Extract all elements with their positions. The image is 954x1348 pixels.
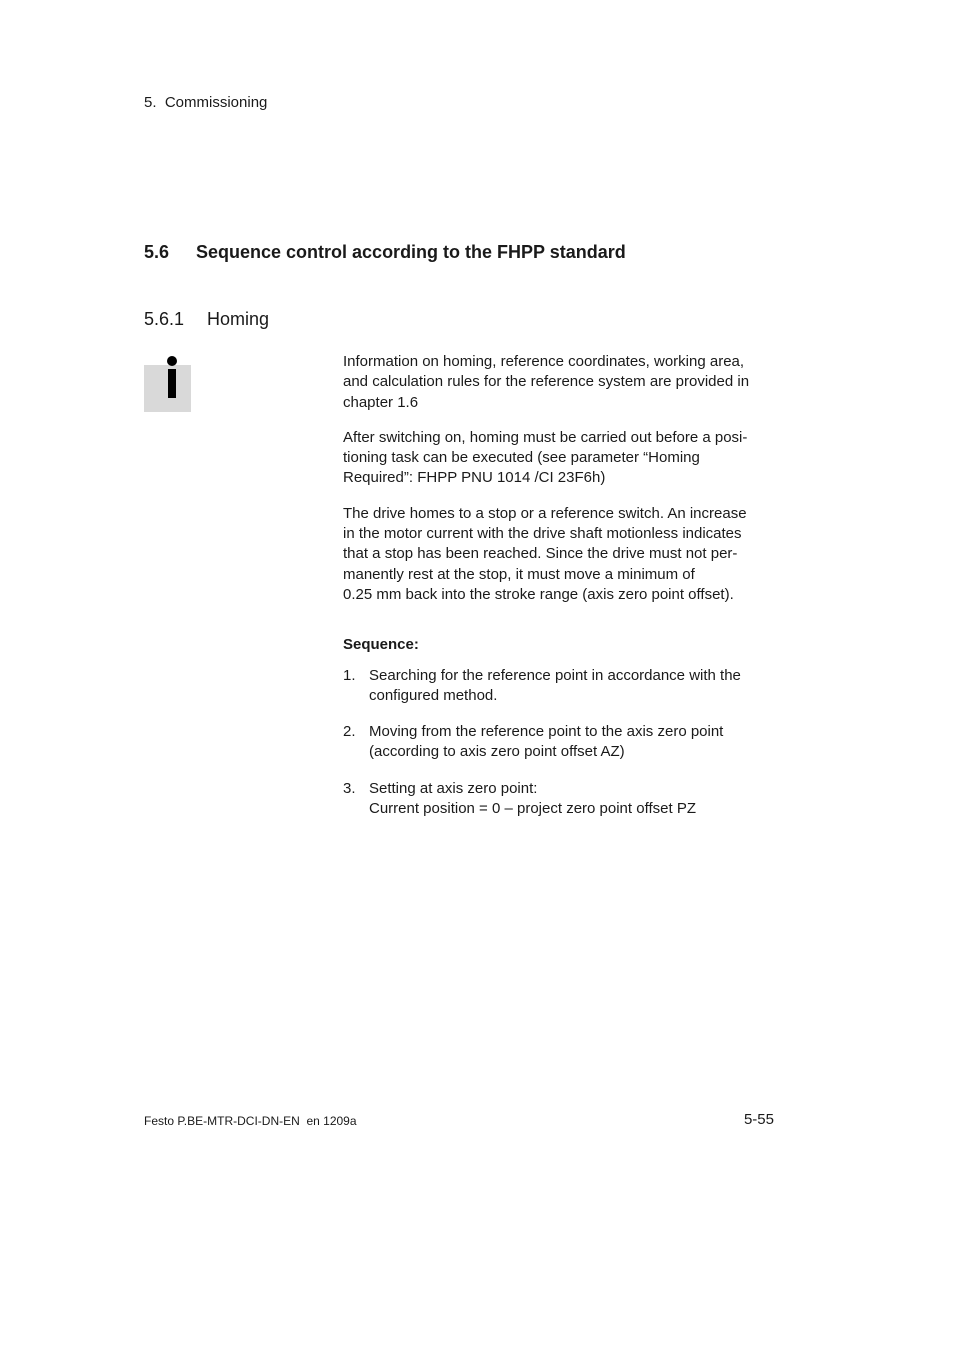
section-heading xyxy=(144,242,626,263)
sequence-item-number: 1. xyxy=(343,666,356,684)
paragraph-line: The drive homes to a stop or a reference switch. An increase xyxy=(343,504,747,522)
section-title: Sequence control according to the FHPP standard xyxy=(196,242,626,262)
paragraph-line: tioning task can be executed (see parameter “Homing xyxy=(343,449,700,467)
sequence-item xyxy=(343,779,783,820)
page-number: 5-55 xyxy=(743,1111,774,1128)
sequence-item-line: Moving from the reference point to the axis zero point xyxy=(369,723,724,741)
sequence-item-number: 3. xyxy=(343,779,356,797)
running-header-chapter: 5. Commissioning xyxy=(144,94,268,111)
subsection-heading xyxy=(144,309,269,330)
sequence-title: Sequence: xyxy=(343,636,419,654)
subsection-title: Homing xyxy=(207,309,270,329)
sequence-item-line: Searching for the reference point in accordance with the xyxy=(369,666,741,684)
sequence-list xyxy=(343,666,783,820)
paragraph-line: in the motor current with the drive shaft motionless indicates xyxy=(343,525,742,543)
paragraph-info xyxy=(343,352,783,413)
sequence-item-line: configured method. xyxy=(369,686,498,704)
paragraph-line: Required”: FHPP PNU 1014 /CI 23F6h) xyxy=(343,469,606,487)
info-icon xyxy=(144,356,191,412)
paragraph-line: chapter 1.6 xyxy=(343,393,419,411)
footer-document-id: Festo P.BE-MTR-DCI-DN-EN en 1209a xyxy=(144,1114,357,1128)
sequence-item-line: (according to axis zero point offset AZ) xyxy=(369,743,625,761)
paragraph-line: Information on homing, reference coordinates, working area, xyxy=(343,353,745,370)
sequence-item-number: 2. xyxy=(343,723,356,741)
info-icon-stem xyxy=(168,369,176,398)
sequence-item-line: Setting at axis zero point: xyxy=(369,779,538,797)
section-number: 5.6 xyxy=(144,242,170,262)
paragraph-switching-on xyxy=(343,428,783,489)
sequence-item xyxy=(343,722,783,763)
paragraph-line: After switching on, homing must be carried out before a posi- xyxy=(343,428,748,446)
subsection-number: 5.6.1 xyxy=(144,309,185,329)
paragraph-line: that a stop has been reached. Since the drive must not per- xyxy=(343,545,738,563)
paragraph-line: 0.25 mm back into the stroke range (axis zero point offset). xyxy=(343,585,734,603)
paragraph-drive-homes xyxy=(343,504,783,605)
paragraph-line: manently rest at the stop, it must move a minimum of xyxy=(343,565,695,583)
paragraph-line: and calculation rules for the reference system are provided in xyxy=(343,373,750,391)
sequence-item-line: Current position = 0 – project zero point offset PZ xyxy=(369,800,696,818)
main-content xyxy=(343,352,783,835)
sequence-item xyxy=(343,666,783,707)
info-icon-dot xyxy=(167,356,177,366)
